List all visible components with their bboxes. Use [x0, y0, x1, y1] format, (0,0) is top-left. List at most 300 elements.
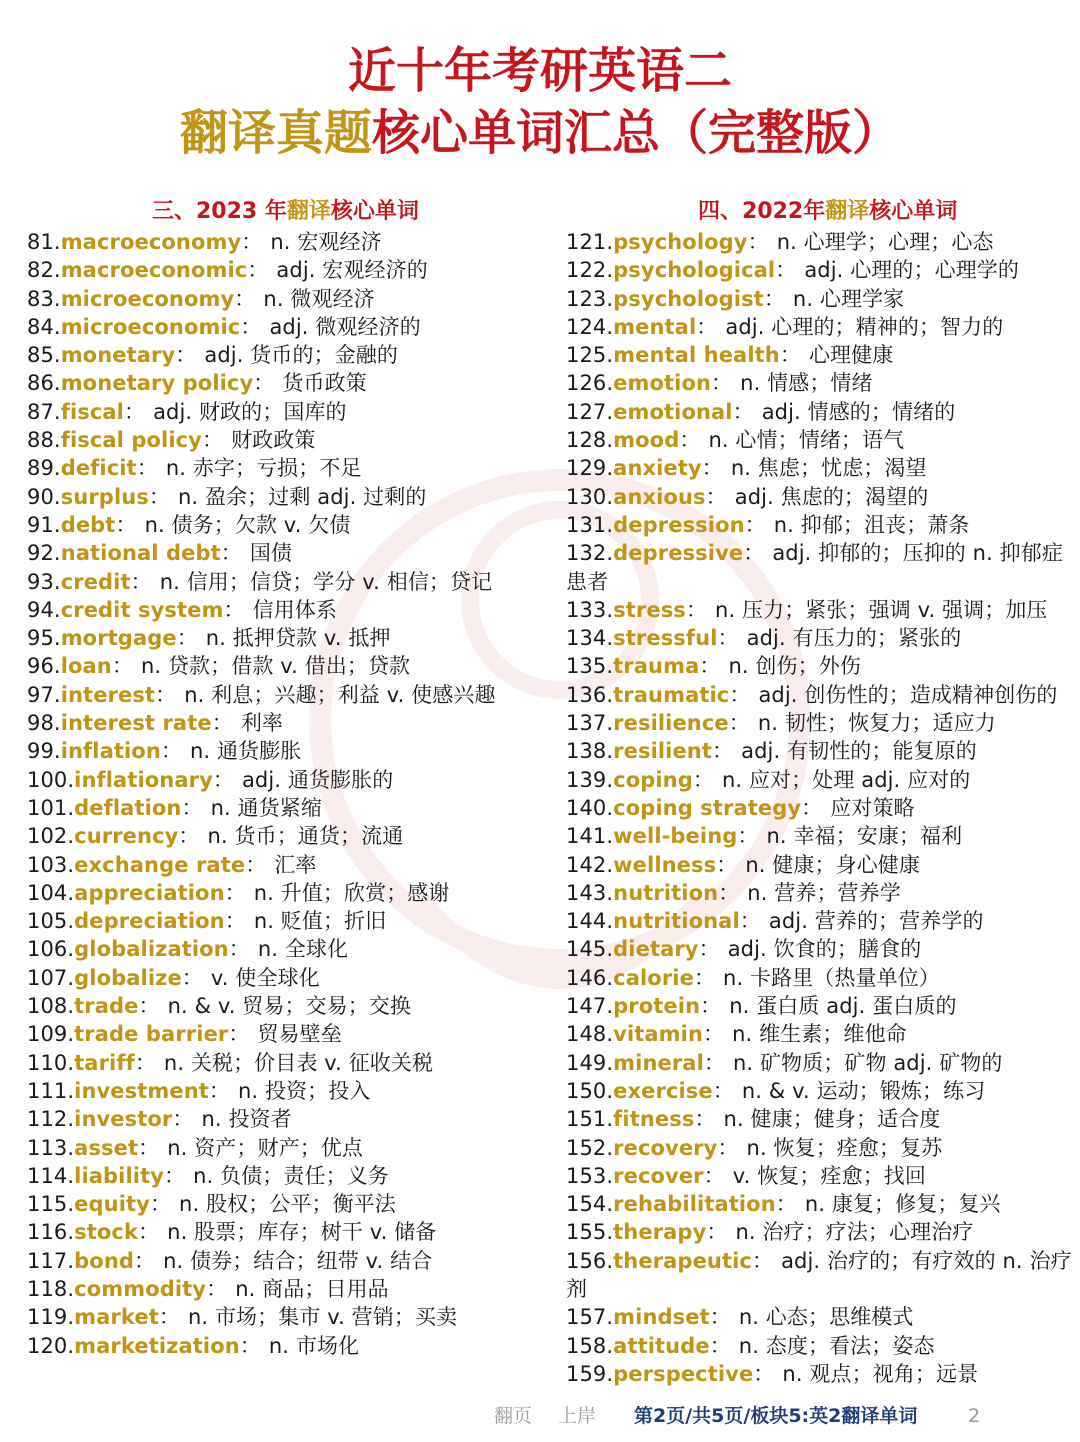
- entry-number: 96.: [27, 654, 61, 679]
- vocab-entry: [27, 568, 547, 596]
- entry-separator: ：: [703, 1022, 725, 1047]
- entry-word: therapeutic: [613, 1248, 752, 1273]
- page-number: 2: [968, 1405, 981, 1427]
- vocab-entry: [27, 1275, 547, 1303]
- entry-word: stock: [74, 1220, 139, 1245]
- entry-number: 137.: [566, 711, 614, 736]
- vocab-entry: [27, 1218, 547, 1246]
- entry-definition: n. 卡路里（热量单位）: [723, 965, 940, 990]
- entry-number: 94.: [27, 597, 61, 622]
- vocab-entry: [566, 624, 1080, 652]
- entry-separator: ：: [692, 767, 714, 792]
- vocab-entry: [27, 652, 547, 680]
- entry-number: 106.: [27, 937, 75, 962]
- vocab-entry: [27, 1162, 547, 1190]
- entry-word: trauma: [613, 654, 700, 679]
- entry-number: 115.: [27, 1192, 75, 1217]
- entry-separator: ：: [181, 965, 203, 990]
- entry-word: mental health: [613, 343, 780, 368]
- entry-number: 158.: [566, 1333, 614, 1358]
- entry-definition: n. 抵押贷款 v. 抵押: [205, 626, 391, 651]
- entry-separator: ：: [709, 1333, 731, 1358]
- entry-definition: v. 使全球化: [210, 965, 320, 990]
- entry-number: 102.: [27, 824, 75, 849]
- vocab-entry: [566, 652, 1080, 680]
- entry-number: 116.: [27, 1220, 75, 1245]
- vocab-entry: [566, 1303, 1080, 1331]
- entry-separator: ：: [160, 739, 182, 764]
- entry-definition: n. 投资；投入: [238, 1078, 371, 1103]
- entry-separator: ：: [138, 1135, 160, 1160]
- entry-number: 144.: [566, 909, 614, 934]
- entry-word: inflationary: [74, 767, 213, 792]
- vocab-entry: [27, 454, 547, 482]
- entry-word: recovery: [613, 1135, 718, 1160]
- entry-definition: n. 创伤；外伤: [728, 654, 861, 679]
- page-turn-link[interactable]: 翻页: [494, 1405, 533, 1427]
- entry-number: 89.: [27, 456, 61, 481]
- entry-separator: ：: [703, 1050, 725, 1075]
- entry-number: 157.: [566, 1305, 614, 1330]
- entry-number: 117.: [27, 1248, 75, 1273]
- entry-definition: n. 营养；营养学: [747, 880, 901, 905]
- entry-separator: ：: [223, 597, 245, 622]
- entry-number: 100.: [27, 767, 75, 792]
- vocab-entry: [566, 398, 1080, 426]
- landing-link[interactable]: 上岸: [558, 1405, 597, 1427]
- entry-definition: n. 债券；结合；纽带 v. 结合: [163, 1248, 433, 1273]
- entry-word: nutritional: [613, 909, 740, 934]
- entry-number: 134.: [566, 626, 614, 651]
- entry-word: deflation: [74, 795, 182, 820]
- entry-number: 92.: [27, 541, 61, 566]
- entry-definition: adj. 创伤性的；造成精神创伤的: [758, 682, 1058, 707]
- entry-number: 141.: [566, 824, 614, 849]
- entry-word: stressful: [613, 626, 718, 651]
- entry-word: exercise: [613, 1078, 713, 1103]
- vocab-entry: [27, 313, 547, 341]
- entry-definition: n. 维生素；维他命: [732, 1022, 907, 1047]
- vocab-entry: [566, 1332, 1080, 1360]
- entry-word: mineral: [613, 1050, 704, 1075]
- vocab-entry: [566, 596, 1080, 624]
- entry-separator: ：: [172, 1107, 194, 1132]
- entry-definition: n. 健康；健身；适合度: [723, 1107, 941, 1132]
- entry-definition: adj. 心理的；心理学的: [804, 258, 1019, 283]
- entry-separator: ：: [201, 428, 224, 453]
- entry-definition: adj. 有压力的；紧张的: [746, 626, 962, 651]
- entry-word: equity: [74, 1192, 150, 1217]
- entry-word: debt: [60, 512, 116, 537]
- entry-number: 103.: [27, 852, 75, 877]
- entry-word: recover: [613, 1163, 704, 1188]
- vocab-entry: [27, 1077, 547, 1105]
- entry-separator: ：: [178, 824, 200, 849]
- entry-separator: ：: [753, 1361, 775, 1386]
- entry-word: rehabilitation: [613, 1192, 776, 1217]
- entry-number: 84.: [27, 314, 61, 339]
- vocab-entry: [27, 511, 547, 539]
- entry-separator: ：: [224, 880, 246, 905]
- entry-word: macroeconomy: [60, 230, 242, 254]
- entry-separator: ：: [717, 626, 739, 651]
- entry-word: monetary policy: [60, 371, 254, 396]
- entry-word: trade: [74, 994, 139, 1019]
- entry-number: 131.: [566, 512, 614, 537]
- vocab-entry: [566, 511, 1080, 539]
- entry-separator: ：: [158, 1305, 180, 1330]
- vocab-entry: [27, 1049, 547, 1077]
- vocab-entry: [27, 935, 547, 963]
- title-gold-text: 翻译真题: [179, 105, 372, 161]
- entry-number: 149.: [566, 1050, 614, 1075]
- vocab-entry: [566, 1134, 1080, 1162]
- entry-separator: ：: [130, 569, 152, 594]
- entry-number: 139.: [566, 767, 614, 792]
- entry-word: investor: [74, 1107, 173, 1132]
- entry-word: fiscal: [60, 399, 124, 424]
- vocab-entry: [566, 851, 1080, 879]
- entry-definition: adj. 通货膨胀的: [241, 767, 394, 792]
- vocab-list-2022: [566, 228, 1080, 1388]
- vocab-entry: [27, 1247, 547, 1275]
- entry-word: credit system: [60, 597, 224, 622]
- entry-word: interest: [60, 682, 156, 707]
- entry-number: 88.: [27, 428, 61, 453]
- entry-definition: n. 康复；修复；复兴: [804, 1192, 1001, 1217]
- entry-number: 83.: [27, 286, 61, 311]
- entry-definition: adj. 营养的；营养学的: [768, 909, 984, 934]
- entry-definition: n. 幸福；安康；福利: [766, 824, 963, 849]
- vocab-entry: [27, 539, 547, 567]
- entry-number: 120.: [27, 1333, 75, 1358]
- entry-definition: n. 压力；紧张；强调 v. 强调；加压: [715, 597, 1048, 622]
- entry-separator: ：: [136, 456, 158, 481]
- entry-definition: n. 利息；兴趣；利益 v. 使感兴趣: [184, 682, 496, 707]
- vocab-entry: [566, 935, 1080, 963]
- vocab-entry: [27, 681, 547, 709]
- entry-word: therapy: [613, 1220, 707, 1245]
- entry-word: traumatic: [613, 682, 730, 707]
- entry-separator: ：: [737, 824, 759, 849]
- entry-separator: ：: [693, 965, 716, 990]
- entry-separator: ：: [801, 795, 823, 820]
- entry-separator: ：: [739, 909, 761, 934]
- entry-word: psychology: [613, 230, 748, 254]
- entry-separator: ：: [744, 512, 766, 537]
- vocab-entry: [566, 228, 1080, 256]
- entry-definition: n. 贷款；借款 v. 借出；贷款: [140, 654, 411, 679]
- entry-number: 85.: [27, 343, 61, 368]
- entry-word: macroeconomic: [60, 258, 248, 283]
- entry-definition: n. & v. 贸易；交易；交换: [167, 994, 412, 1019]
- entry-separator: ：: [149, 1192, 172, 1217]
- vocab-entry: [566, 681, 1080, 709]
- entry-separator: ：: [717, 1135, 739, 1160]
- entry-separator: ：: [247, 258, 269, 283]
- entry-separator: ：: [253, 371, 275, 396]
- entry-definition: adj. 饮食的；膳食的: [727, 937, 922, 962]
- entry-number: 118.: [27, 1276, 75, 1301]
- entry-separator: ：: [234, 286, 256, 311]
- entry-separator: ：: [138, 994, 160, 1019]
- vocab-entry: [566, 879, 1080, 907]
- entry-separator: ：: [696, 314, 718, 339]
- entry-word: exchange rate: [74, 852, 246, 877]
- entry-word: calorie: [613, 965, 694, 990]
- vocab-entry: [566, 1247, 1080, 1304]
- vocab-entry: [566, 992, 1080, 1020]
- vocab-entry: [566, 483, 1080, 511]
- entry-number: 129.: [566, 456, 614, 481]
- entry-separator: ：: [134, 1050, 156, 1075]
- vocab-entry: [27, 1190, 547, 1218]
- entry-number: 147.: [566, 994, 614, 1019]
- entry-separator: ：: [206, 1276, 228, 1301]
- vocab-entry: [27, 228, 547, 256]
- entry-definition: n. 贬值；折旧: [253, 909, 387, 934]
- vocab-entry: [27, 596, 547, 624]
- entry-number: 143.: [566, 880, 614, 905]
- entry-number: 86.: [27, 371, 61, 396]
- entry-number: 113.: [27, 1135, 75, 1160]
- entry-word: anxiety: [613, 456, 702, 481]
- entry-word: mood: [613, 428, 680, 453]
- entry-separator: ：: [176, 626, 198, 651]
- entry-word: resilience: [613, 711, 729, 736]
- entry-word: depressive: [613, 541, 744, 566]
- entry-number: 119.: [27, 1305, 75, 1330]
- entry-separator: ：: [111, 654, 133, 679]
- vocab-entry: [27, 1303, 547, 1331]
- entry-separator: ：: [245, 852, 267, 877]
- entry-word: anxious: [613, 484, 706, 509]
- entry-number: 151.: [566, 1107, 614, 1132]
- entry-separator: ：: [747, 230, 769, 254]
- entry-word: nutrition: [613, 880, 719, 905]
- entry-definition: n. 通货膨胀: [189, 739, 302, 764]
- entry-definition: n. 盈余；过剩 adj. 过剩的: [178, 484, 427, 509]
- entry-number: 154.: [566, 1192, 614, 1217]
- entry-definition: n. 心理学；心理；心态: [776, 230, 994, 254]
- entry-definition: n. 微观经济: [263, 286, 375, 311]
- entry-number: 148.: [566, 1022, 614, 1047]
- vocab-entry: [27, 709, 547, 737]
- entry-number: 107.: [27, 965, 75, 990]
- entry-word: national debt: [60, 541, 221, 566]
- entry-number: 150.: [566, 1078, 614, 1103]
- entry-word: liability: [74, 1163, 164, 1188]
- entry-definition: n. 心理学家: [792, 286, 905, 311]
- entry-definition: adj. 财政的；国库的: [153, 399, 347, 424]
- vocab-entry: [27, 483, 547, 511]
- vocab-entry: [566, 766, 1080, 794]
- entry-number: 156.: [566, 1248, 614, 1273]
- entry-word: well-being: [613, 824, 738, 849]
- entry-separator: ：: [239, 1333, 261, 1358]
- entry-number: 81.: [27, 230, 61, 254]
- entry-separator: ：: [711, 371, 733, 396]
- entry-definition: n. 应对；处理 adj. 应对的: [721, 767, 971, 792]
- entry-definition: n. 抑郁；沮丧；萧条: [773, 512, 970, 537]
- entry-definition: adj. 宏观经济的: [276, 258, 428, 283]
- vocab-entry: [566, 1360, 1080, 1388]
- entry-number: 114.: [27, 1163, 75, 1188]
- vocab-entry: [566, 1162, 1080, 1190]
- entry-definition: n. 焦虑；忧虑；渴望: [730, 456, 927, 481]
- entry-word: credit: [60, 569, 131, 594]
- footer-page-info: 第2页/共5页/板块5:英2翻译单词: [634, 1405, 918, 1427]
- entry-word: psychologist: [613, 286, 764, 311]
- entry-separator: ：: [699, 654, 721, 679]
- entry-separator: ：: [208, 1078, 231, 1103]
- entry-definition: n. 市场化: [268, 1333, 360, 1358]
- vocab-entry: [566, 1190, 1080, 1218]
- vocab-entry: [566, 794, 1080, 822]
- entry-separator: ：: [709, 1305, 731, 1330]
- entry-word: tariff: [74, 1050, 135, 1075]
- entry-number: 110.: [27, 1050, 75, 1075]
- entry-word: mindset: [613, 1305, 710, 1330]
- entry-definition: 汇率: [274, 852, 317, 877]
- entry-definition: n. 货币；通货；流通: [207, 824, 404, 849]
- vocab-entry: [566, 539, 1080, 596]
- vocab-entry: [27, 341, 547, 369]
- entry-word: commodity: [74, 1276, 207, 1301]
- entry-definition: n. 投资者: [201, 1107, 292, 1132]
- entry-number: 98.: [27, 711, 61, 736]
- entry-word: bond: [74, 1248, 135, 1273]
- entry-word: depression: [613, 512, 745, 537]
- entry-definition: n. 宏观经济: [270, 230, 382, 254]
- entry-separator: ：: [718, 880, 740, 905]
- vocab-entry: [27, 624, 547, 652]
- entry-number: 99.: [27, 739, 61, 764]
- entry-word: attitude: [613, 1333, 710, 1358]
- entry-word: coping strategy: [613, 795, 802, 820]
- entry-number: 153.: [566, 1163, 614, 1188]
- entry-number: 111.: [27, 1078, 75, 1103]
- entry-definition: adj. 心理的；精神的；智力的: [725, 314, 1004, 339]
- entry-definition: adj. 焦虑的；渴望的: [734, 484, 929, 509]
- vocab-entry: [27, 851, 547, 879]
- entry-definition: n. 商品；日用品: [235, 1276, 389, 1301]
- entry-number: 145.: [566, 937, 614, 962]
- entry-definition: n. 股票；库存；树干 v. 储备: [167, 1220, 437, 1245]
- entry-separator: ：: [775, 258, 797, 283]
- entry-definition: 心理健康: [808, 343, 894, 368]
- entry-number: 97.: [27, 682, 61, 707]
- entry-definition: n. 蛋白质 adj. 蛋白质的: [729, 994, 957, 1019]
- entry-word: trade barrier: [74, 1022, 229, 1047]
- entry-word: stress: [613, 597, 686, 622]
- vocab-entry: [566, 1020, 1080, 1048]
- section-heading-2023: 三、2023 年翻译核心单词: [152, 199, 419, 224]
- vocab-entry: [566, 737, 1080, 765]
- entry-number: 87.: [27, 399, 61, 424]
- entry-definition: 利率: [240, 711, 284, 736]
- entry-definition: n. 信用；信贷；学分 v. 相信；贷记: [159, 569, 493, 594]
- vocab-entry: [27, 907, 547, 935]
- entry-definition: adj. 情感的；情绪的: [761, 399, 956, 424]
- entry-number: 132.: [566, 541, 614, 566]
- vocab-entry: [566, 1105, 1080, 1133]
- entry-number: 91.: [27, 512, 61, 537]
- entry-word: investment: [74, 1078, 209, 1103]
- section-heading-2022: 四、2022年翻译核心单词: [698, 199, 958, 224]
- entry-word: perspective: [613, 1361, 754, 1386]
- entry-word: monetary: [60, 343, 176, 368]
- vocab-entry: [27, 992, 547, 1020]
- entry-word: interest rate: [60, 711, 212, 736]
- entry-number: 108.: [27, 994, 75, 1019]
- entry-separator: ：: [705, 484, 727, 509]
- entry-word: asset: [74, 1135, 139, 1160]
- entry-number: 135.: [566, 654, 614, 679]
- entry-number: 82.: [27, 258, 61, 283]
- vocab-entry: [566, 313, 1080, 341]
- entry-definition: 信用体系: [252, 597, 337, 622]
- entry-number: 126.: [566, 371, 614, 396]
- entry-definition: n. 通货紧缩: [210, 795, 322, 820]
- entry-separator: ：: [220, 541, 242, 566]
- entry-word: mental: [613, 314, 697, 339]
- entry-definition: n. 市场；集市 v. 营销；买卖: [187, 1305, 458, 1330]
- vocab-entry: [27, 737, 547, 765]
- entry-definition: n. 观点；视角；远景: [782, 1361, 979, 1386]
- entry-number: 133.: [566, 597, 614, 622]
- entry-separator: ：: [115, 512, 137, 537]
- entry-word: fiscal policy: [60, 428, 202, 453]
- entry-word: marketization: [74, 1333, 240, 1358]
- vocab-entry: [566, 426, 1080, 454]
- entry-word: microeconomy: [60, 286, 235, 311]
- entry-number: 159.: [566, 1361, 614, 1386]
- entry-separator: ：: [779, 343, 801, 368]
- vocab-entry: [566, 822, 1080, 850]
- entry-separator: ：: [228, 1022, 250, 1047]
- entry-word: loan: [60, 654, 112, 679]
- entry-word: surplus: [60, 484, 149, 509]
- entry-separator: ：: [181, 795, 203, 820]
- entry-separator: ：: [679, 428, 701, 453]
- entry-definition: n. 健康；身心健康: [745, 852, 920, 877]
- entry-definition: n. 资产；财产；优点: [167, 1135, 363, 1160]
- vocab-entry: [566, 709, 1080, 737]
- vocab-entry: [566, 1218, 1080, 1246]
- entry-definition: adj. 微观经济的: [269, 314, 421, 339]
- vocab-entry: [27, 822, 547, 850]
- entry-definition: 贸易壁垒: [257, 1022, 342, 1047]
- vocab-entry: [566, 341, 1080, 369]
- vocab-entry: [27, 285, 547, 313]
- entry-number: 122.: [566, 258, 614, 283]
- vocab-entry: [27, 426, 547, 454]
- entry-word: vitamin: [613, 1022, 703, 1047]
- vocab-entry: [27, 1105, 547, 1133]
- vocab-entry: [27, 369, 547, 397]
- entry-separator: ：: [732, 399, 754, 424]
- entry-definition: n. 升值；欣赏；感谢: [253, 880, 450, 905]
- vocab-entry: [27, 1134, 547, 1162]
- vocab-entry: [27, 1332, 547, 1360]
- entry-definition: n. 心态；思维模式: [738, 1305, 914, 1330]
- entry-number: 104.: [27, 880, 75, 905]
- vocab-entry: [27, 879, 547, 907]
- entry-number: 95.: [27, 626, 61, 651]
- entry-definition: n. 赤字；亏损；不足: [165, 456, 362, 481]
- entry-word: currency: [74, 824, 179, 849]
